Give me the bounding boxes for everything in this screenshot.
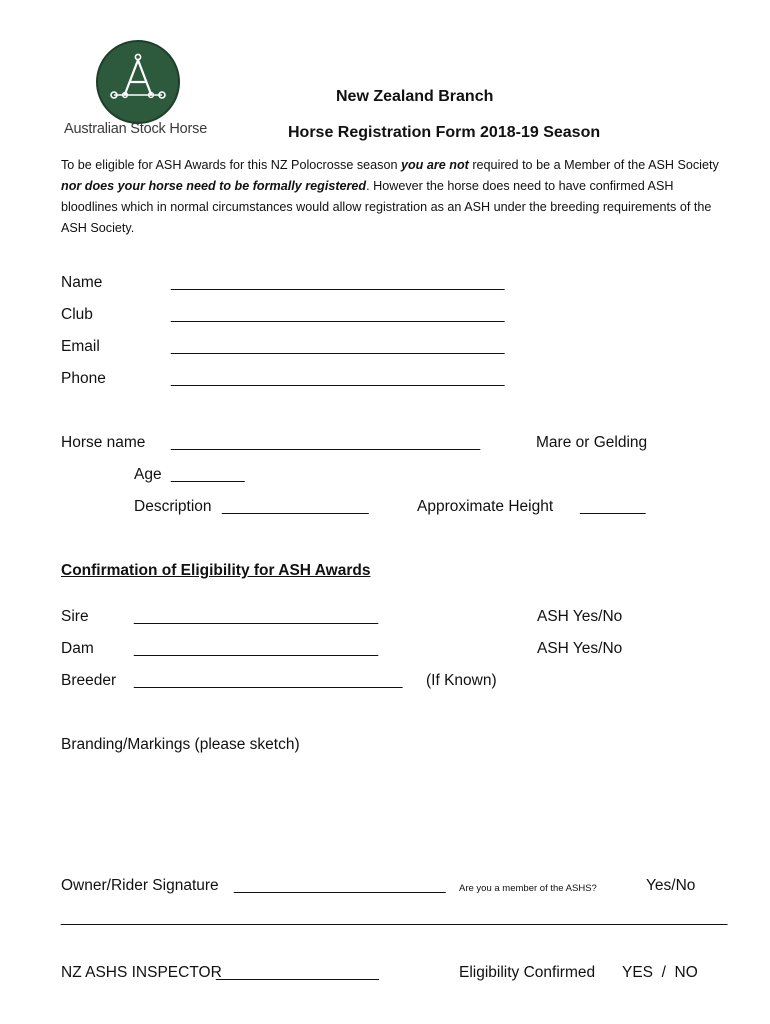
email-field[interactable]: _________________________________________ [171,338,504,355]
eligibility-heading: Confirmation of Eligibility for ASH Awards [61,562,371,579]
breeder-note: (If Known) [426,672,497,689]
height-label: Approximate Height [417,498,554,515]
age-label: Age [134,466,162,483]
breeder-label: Breeder [61,672,117,689]
horse-name-field[interactable]: ______________________________________ [171,434,480,451]
intro-emphasis-2: nor does your horse need to be formally registered [61,179,367,193]
name-label: Name [61,274,103,291]
logo-circle [96,40,180,124]
eligibility-confirmed-label: Eligibility Confirmed [459,964,596,981]
age-field[interactable]: _________ [171,466,245,483]
mare-or-gelding[interactable]: Mare or Gelding [536,434,648,451]
dam-field[interactable]: ______________________________ [134,640,378,657]
email-label: Email [61,338,100,355]
intro-emphasis-1: you are not [400,158,469,172]
horse-hobble-emblem-icon [98,42,178,122]
signature-field[interactable]: __________________________ [234,877,446,894]
member-question: Are you a member of the ASHS? [459,883,597,894]
branch-title: New Zealand Branch [336,88,494,105]
inspector-field[interactable]: ____________________ [216,964,379,981]
inspector-label: NZ ASHS INSPECTOR [61,964,222,981]
member-yes-no[interactable]: Yes/No [646,877,696,894]
phone-field[interactable]: _________________________________________ [171,370,504,387]
logo-text: Australian Stock Horse [64,121,208,137]
intro-text-3: . However the horse does need to have confirmed ASH bloodlines which in normal circumstances would allow registration as an ASH under the breeding requirements of the ASH Society. [61,179,712,235]
club-field[interactable]: _________________________________________ [171,306,504,323]
description-label: Description [134,498,212,515]
markings-label: Branding/Markings (please sketch) [61,736,300,753]
signature-label: Owner/Rider Signature [61,877,219,894]
yes-no-options[interactable]: YES / NO [622,964,698,981]
form-title: Horse Registration Form 2018-19 Season [288,124,601,141]
breeder-field[interactable]: _________________________________ [134,672,402,689]
name-field[interactable]: _________________________________________ [171,274,504,291]
height-field[interactable]: ________ [580,498,645,515]
intro-text-1: To be eligible for ASH Awards for this NZ Polocrosse season [61,158,401,172]
club-label: Club [61,306,93,323]
intro-text-2: required to be a Member of the ASH Society [468,158,719,172]
sire-label: Sire [61,608,89,625]
intro-paragraph [61,155,721,239]
full-width-line[interactable]: __________________________________________________________________________________ [61,909,727,926]
sire-ash-yes-no[interactable]: ASH Yes/No [537,608,623,625]
dam-ash-yes-no[interactable]: ASH Yes/No [537,640,623,657]
sire-field[interactable]: ______________________________ [134,608,378,625]
sketch-area[interactable] [61,760,711,870]
description-field[interactable]: __________________ [222,498,369,515]
dam-label: Dam [61,640,94,657]
phone-label: Phone [61,370,106,387]
horse-name-label: Horse name [61,434,146,451]
